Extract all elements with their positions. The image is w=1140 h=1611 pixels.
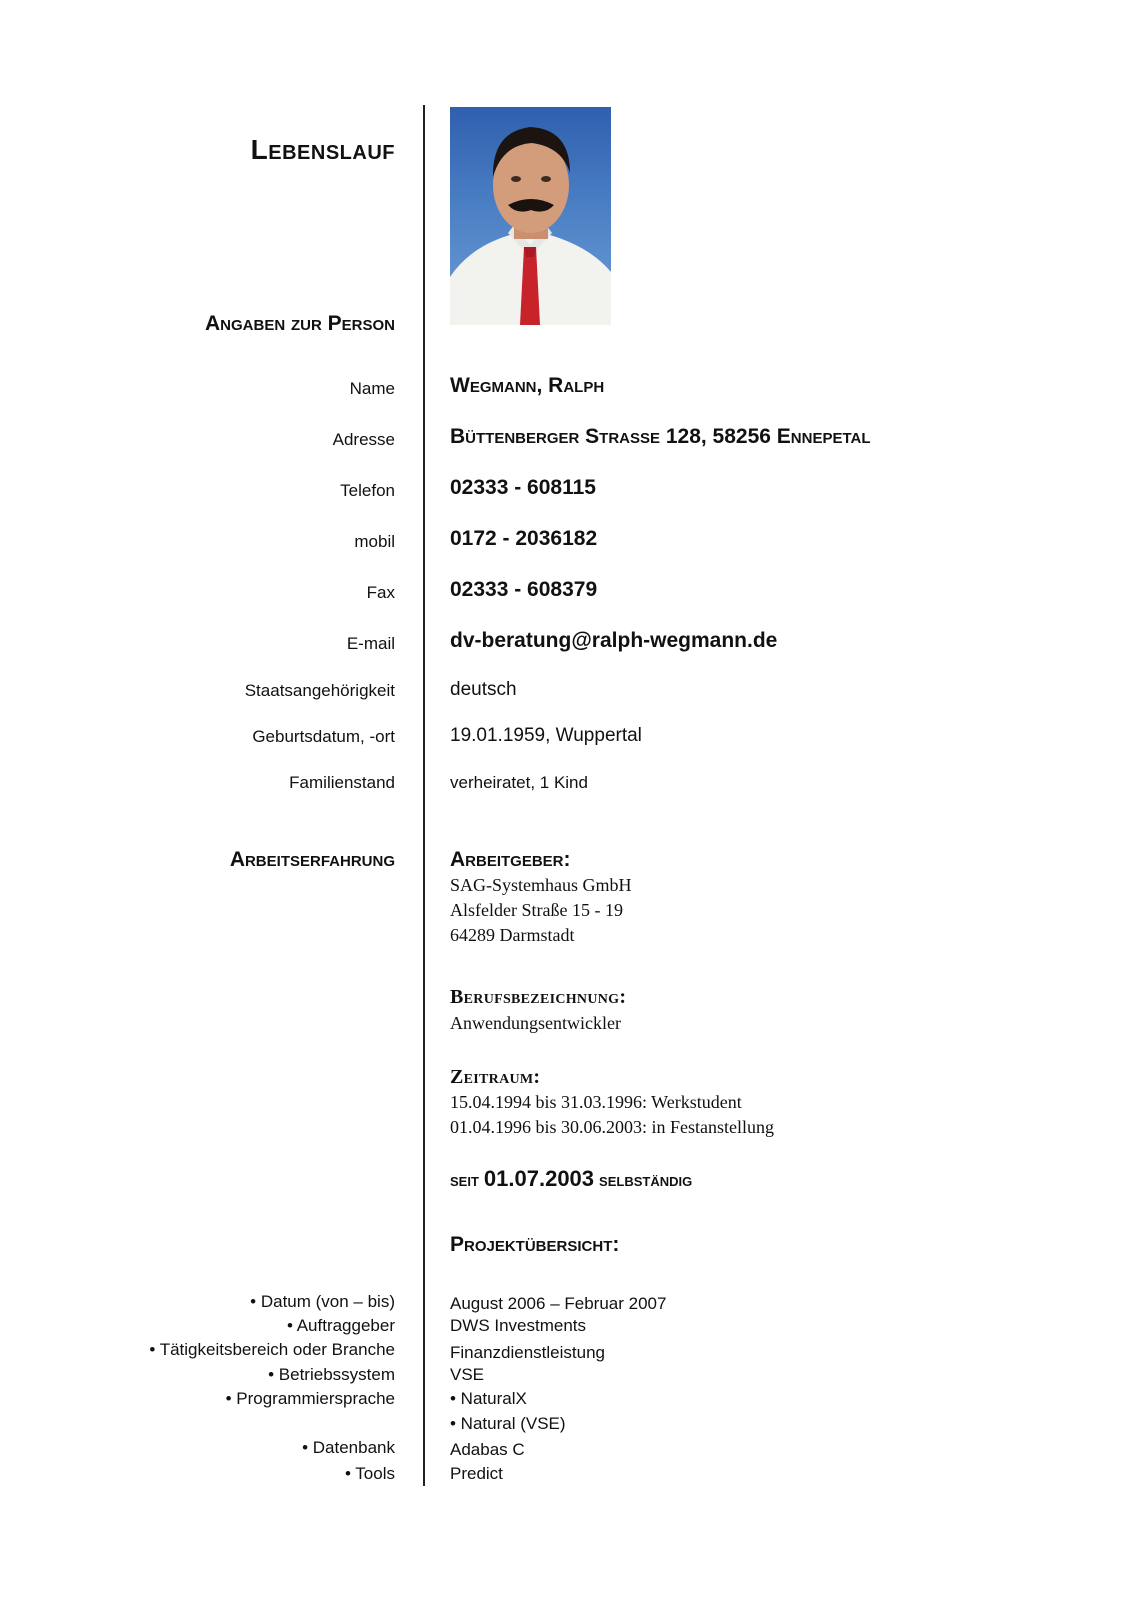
value-geburt: 19.01.1959, Wuppertal	[450, 725, 642, 746]
seit-date: 01.07.2003	[483, 1166, 595, 1191]
arbeitgeber-line: Alsfelder Straße 15 - 19	[450, 900, 623, 920]
value-name: Wegmann, Ralph	[450, 374, 605, 397]
project-value-datenbank: Adabas C	[450, 1440, 525, 1459]
value-familienstand: verheiratet, 1 Kind	[450, 773, 588, 792]
value-mobil: 0172 - 2036182	[450, 527, 598, 550]
arbeitgeber-line: 64289 Darmstadt	[450, 925, 575, 945]
project-label-datum: • Datum (von – bis)	[250, 1292, 395, 1311]
project-value-programmiersprache: • Natural (VSE)	[450, 1414, 566, 1433]
label-geburt: Geburtsdatum, -ort	[252, 727, 395, 746]
project-label-betriebssystem: • Betriebssystem	[268, 1365, 395, 1384]
seit-suffix: selbständig	[599, 1170, 693, 1190]
seit-prefix: seit	[450, 1170, 479, 1190]
portrait-image	[450, 107, 611, 325]
projekt-heading: Projektübersicht:	[450, 1233, 620, 1256]
value-telefon: 02333 - 608115	[450, 476, 596, 499]
project-label-tools: • Tools	[344, 1464, 395, 1483]
project-label-programmiersprache: • Programmiersprache	[225, 1389, 395, 1408]
project-value-taetigkeit: Finanzdienstleistung	[450, 1343, 605, 1362]
project-label-taetigkeit: • Tätigkeitsbereich oder Branche	[149, 1340, 395, 1359]
arbeitgeber-heading: Arbeitgeber:	[450, 848, 571, 871]
project-value-programmiersprache: • NaturalX	[450, 1389, 527, 1408]
beruf-heading: Berufsbezeichnung:	[450, 986, 627, 1008]
project-value-auftraggeber: DWS Investments	[450, 1316, 587, 1335]
arbeitgeber-line: SAG-Systemhaus GmbH	[450, 875, 632, 895]
label-telefon: Telefon	[340, 481, 395, 500]
zeitraum-line: 15.04.1994 bis 31.03.1996: Werkstudent	[450, 1092, 742, 1112]
project-label-auftraggeber: • Auftraggeber	[286, 1316, 395, 1335]
column-divider	[423, 105, 425, 1486]
portrait-photo	[450, 107, 611, 325]
seit-selbstaendig	[450, 1166, 692, 1192]
section-work-heading: Arbeitserfahrung	[229, 848, 395, 871]
section-person-heading: Angaben zur Person	[204, 312, 395, 335]
value-staatsangehoerigkeit: deutsch	[450, 679, 517, 700]
zeitraum-line: 01.04.1996 bis 30.06.2003: in Festanstellung	[450, 1117, 774, 1137]
label-fax: Fax	[366, 583, 395, 602]
value-adresse: Büttenberger Strasse 128, 58256 Ennepetal	[450, 425, 871, 448]
project-value-tools: Predict	[450, 1464, 503, 1483]
label-mobil: mobil	[354, 532, 395, 551]
label-staatsangehoerigkeit: Staatsangehörigkeit	[244, 681, 395, 700]
label-familienstand: Familienstand	[289, 773, 395, 792]
zeitraum-heading: Zeitraum:	[450, 1066, 541, 1088]
beruf-value: Anwendungsentwickler	[450, 1013, 621, 1033]
project-value-betriebssystem: VSE	[450, 1365, 485, 1384]
value-email[interactable]: dv-beratung@ralph-wegmann.de	[450, 629, 778, 652]
project-value-datum: August 2006 – Februar 2007	[450, 1294, 667, 1313]
label-name: Name	[349, 379, 395, 398]
label-email: E-mail	[346, 634, 395, 653]
value-fax: 02333 - 608379	[450, 578, 598, 601]
label-adresse: Adresse	[332, 430, 395, 449]
project-label-datenbank: • Datenbank	[302, 1438, 395, 1457]
document-title: Lebenslauf	[250, 134, 395, 165]
